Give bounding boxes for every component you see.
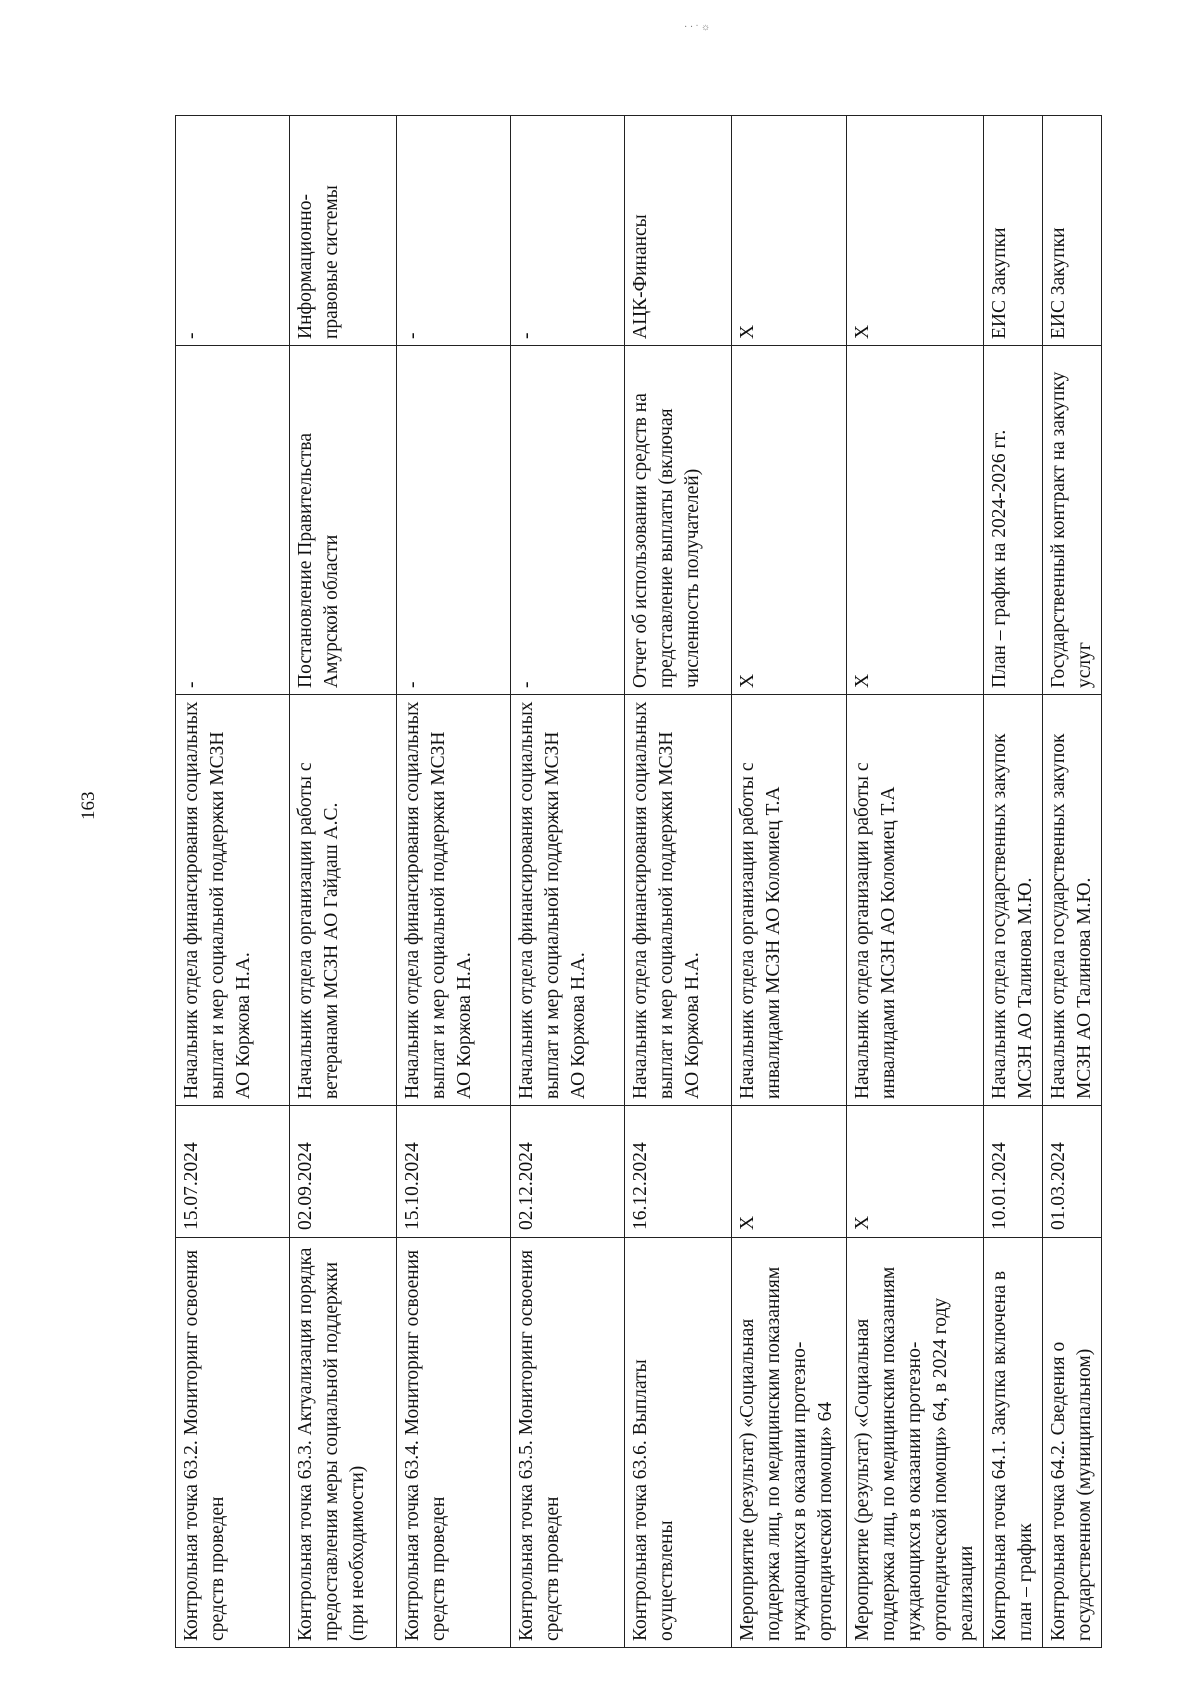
cell-name: Контрольная точка 64.2. Сведения о государственном (муниципальном): [1043, 1238, 1102, 1648]
cell-document: -: [176, 346, 290, 695]
cell-responsible: Начальник отдела финансирования социальных выплат и мер социальной поддержки МСЗН АО Коржова Н.А.: [397, 695, 511, 1106]
cell-document: -: [511, 346, 625, 695]
cell-system: -: [176, 116, 290, 346]
cell-date: 01.03.2024: [1043, 1106, 1102, 1238]
cell-date: 10.01.2024: [984, 1106, 1043, 1238]
cell-name: Контрольная точка 63.6. Выплаты осуществлены: [625, 1238, 732, 1648]
table-row: [732, 116, 847, 1648]
cell-document: Х: [732, 346, 847, 695]
cell-document: Отчет об использовании средств на представление выплаты (включая численность получателей): [625, 346, 732, 695]
cell-name: Мероприятие (результат) «Социальная поддержка лиц, по медицинским показаниям нуждающихся в оказании протезно-ортопедической помощи» 64: [732, 1238, 847, 1648]
cell-system: Х: [847, 116, 984, 346]
cell-system: Информационно-правовые системы: [290, 116, 397, 346]
cell-responsible: Начальник отдела организации работы с инвалидами МСЗН АО Коломиец Т.А: [847, 695, 984, 1106]
rotated-table-wrapper: [175, 116, 1095, 1648]
cell-responsible: Начальник отдела организации работы с инвалидами МСЗН АО Коломиец Т.А: [732, 695, 847, 1106]
cell-system: -: [397, 116, 511, 346]
cell-responsible: Начальник отдела финансирования социальных выплат и мер социальной поддержки МСЗН АО Коржова Н.А.: [511, 695, 625, 1106]
cell-responsible: Начальник отдела организации работы с ветеранами МСЗН АО Гайдаш А.С.: [290, 695, 397, 1106]
page-number: 163: [78, 791, 99, 820]
cell-date: 02.09.2024: [290, 1106, 397, 1238]
table-row: [397, 116, 511, 1648]
table-row: [625, 116, 732, 1648]
cell-date: Х: [732, 1106, 847, 1238]
cell-date: 15.07.2024: [176, 1106, 290, 1238]
cell-document: Х: [847, 346, 984, 695]
cell-document: Государственный контракт на закупку услуг: [1043, 346, 1102, 695]
cell-date: Х: [847, 1106, 984, 1238]
cell-document: План – график на 2024-2026 гг.: [984, 346, 1043, 695]
cell-system: ЕИС Закупки: [984, 116, 1043, 346]
cell-system: Х: [732, 116, 847, 346]
cell-responsible: Начальник отдела государственных закупок МСЗН АО Талинова М.Ю.: [984, 695, 1043, 1106]
cell-document: Постановление Правительства Амурской области: [290, 346, 397, 695]
schedule-table: [175, 115, 1102, 1648]
cell-name: Контрольная точка 63.3. Актуализация порядка предоставления меры социальной поддержки (при необходимости): [290, 1238, 397, 1648]
cell-system: АЦК-Финансы: [625, 116, 732, 346]
cell-date: 16.12.2024: [625, 1106, 732, 1238]
cell-system: ЕИС Закупки: [1043, 116, 1102, 346]
table-row: [847, 116, 984, 1648]
cell-name: Мероприятие (результат) «Социальная поддержка лиц, по медицинским показаниям нуждающихся в оказании протезно-ортопедической помощи» 64, в 2024 году реализации: [847, 1238, 984, 1648]
cell-name: Контрольная точка 64.1. Закупка включена в план – график: [984, 1238, 1043, 1648]
cell-document: -: [397, 346, 511, 695]
table-row: [290, 116, 397, 1648]
scan-speck: · · ˑ ☼: [684, 22, 711, 33]
table-row: [511, 116, 625, 1648]
cell-responsible: Начальник отдела государственных закупок МСЗН АО Талинова М.Ю.: [1043, 695, 1102, 1106]
cell-name: Контрольная точка 63.5. Мониторинг освоения средств проведен: [511, 1238, 625, 1648]
table-row: [1043, 116, 1102, 1648]
cell-name: Контрольная точка 63.4. Мониторинг освоения средств проведен: [397, 1238, 511, 1648]
cell-system: -: [511, 116, 625, 346]
cell-date: 02.12.2024: [511, 1106, 625, 1238]
cell-responsible: Начальник отдела финансирования социальных выплат и мер социальной поддержки МСЗН АО Коржова Н.А.: [625, 695, 732, 1106]
cell-responsible: Начальник отдела финансирования социальных выплат и мер социальной поддержки МСЗН АО Коржова Н.А.: [176, 695, 290, 1106]
cell-name: Контрольная точка 63.2. Мониторинг освоения средств проведен: [176, 1238, 290, 1648]
table-row: [176, 116, 290, 1648]
cell-date: 15.10.2024: [397, 1106, 511, 1238]
table-row: [984, 116, 1043, 1648]
